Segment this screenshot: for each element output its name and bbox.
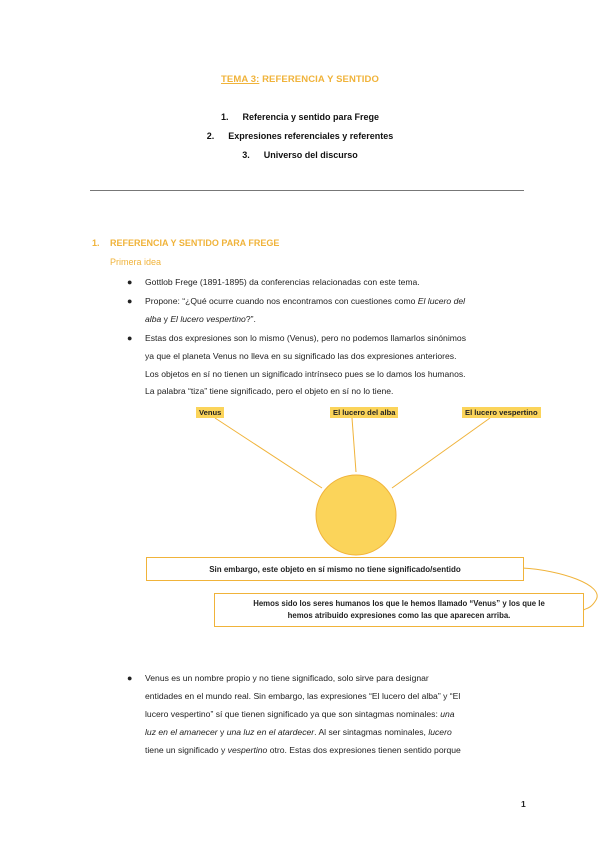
section-num: 1. (92, 238, 100, 248)
toc-label: Universo del discurso (263, 150, 358, 160)
title-prefix: TEMA 3: (221, 74, 260, 85)
bullet-3-line-4: La palabra “tiza” tiene significado, pero el objeto en sí no lo tiene. (145, 386, 394, 396)
toc-label: Expresiones referenciales y referentes (228, 131, 394, 141)
label-lucero-alba: El lucero del alba (330, 407, 398, 418)
label-lucero-vespertino: El lucero vespertino (462, 407, 541, 418)
toc-num: 3. (242, 150, 250, 160)
bullet-dot: ● (127, 296, 133, 306)
bullet-3-line-3: Los objetos en sí no tienen un significado intrínseco pues se lo damos los humanos. (145, 369, 466, 379)
text-run: tiene un significado y (145, 745, 228, 755)
bullet-4-line-1: Venus es un nombre propio y no tiene significado, solo sirve para designar (145, 673, 429, 683)
italic-run: una luz en el atardecer (226, 727, 315, 737)
toc-num: 1. (220, 112, 229, 122)
note-box-2 (214, 593, 584, 627)
toc-num: 2. (206, 131, 215, 141)
toc-label: Referencia y sentido para Frege (242, 112, 380, 122)
bullet-3-line-2: ya que el planeta Venus no lleva en su significado las dos expresiones anteriores. (145, 351, 457, 361)
title-rest: REFERENCIA Y SENTIDO (259, 74, 379, 85)
text-run: ?”. (245, 314, 256, 324)
text-run: y (217, 727, 227, 737)
bullet-4-line-3 (145, 709, 455, 719)
italic-run: luz en el amanecer (145, 727, 218, 737)
text-run: . Al ser sintagmas nominales, (314, 727, 429, 737)
note-box-1 (146, 557, 524, 581)
text-run: lucero vespertino” sí que tienen significado ya que son sintagmas nominales: (145, 709, 441, 719)
italic-run: lucero (428, 727, 452, 737)
italic-run: alba (145, 314, 162, 324)
note-1-text: Sin embargo, este objeto en sí mismo no tiene significado/sentido (209, 564, 461, 574)
bullet-3-line-1: Estas dos expresiones son lo mismo (Venus), pero no podemos llamarlos sinónimos (145, 333, 466, 343)
bullet-4-line-5 (145, 745, 461, 755)
page-number: 1 (521, 799, 526, 809)
note-2-line-2: hemos atribuido expresiones como las que aparecen arriba. (287, 611, 511, 620)
bullet-4-line-2: entidades en el mundo real. Sin embargo, las expresiones “El lucero del alba” y “El (145, 691, 461, 701)
italic-run: El lucero del (417, 296, 466, 306)
text-run: y (161, 314, 171, 324)
bullet-dot: ● (127, 277, 133, 287)
bullet-dot: ● (127, 333, 133, 343)
arrow-line-vespertino (392, 418, 490, 488)
italic-run: vespertino (227, 745, 268, 755)
italic-run: una (440, 709, 455, 719)
arrow-line-venus (215, 418, 322, 488)
label-venus: Venus (196, 407, 224, 418)
italic-run: El lucero vespertino (170, 314, 246, 324)
subheading: Primera idea (110, 257, 162, 267)
venus-sun-shape (316, 475, 396, 555)
bullet-dot: ● (127, 673, 133, 683)
section-label: REFERENCIA Y SENTIDO PARA FREGE (110, 238, 280, 248)
text-run: otro. Estas dos expresiones tienen sentido porque (267, 745, 461, 755)
note-2-line-1: Hemos sido los seres humanos los que le hemos llamado “Venus” y los que le (253, 599, 545, 608)
arrow-line-alba (352, 418, 356, 472)
bullet-1-text: Gottlob Frege (1891-1895) da conferencias relacionadas con este tema. (145, 277, 420, 287)
bullet-4-line-4 (145, 727, 452, 737)
text-run: Propone: “¿Qué ocurre cuando nos encontramos con cuestiones como (145, 296, 418, 306)
